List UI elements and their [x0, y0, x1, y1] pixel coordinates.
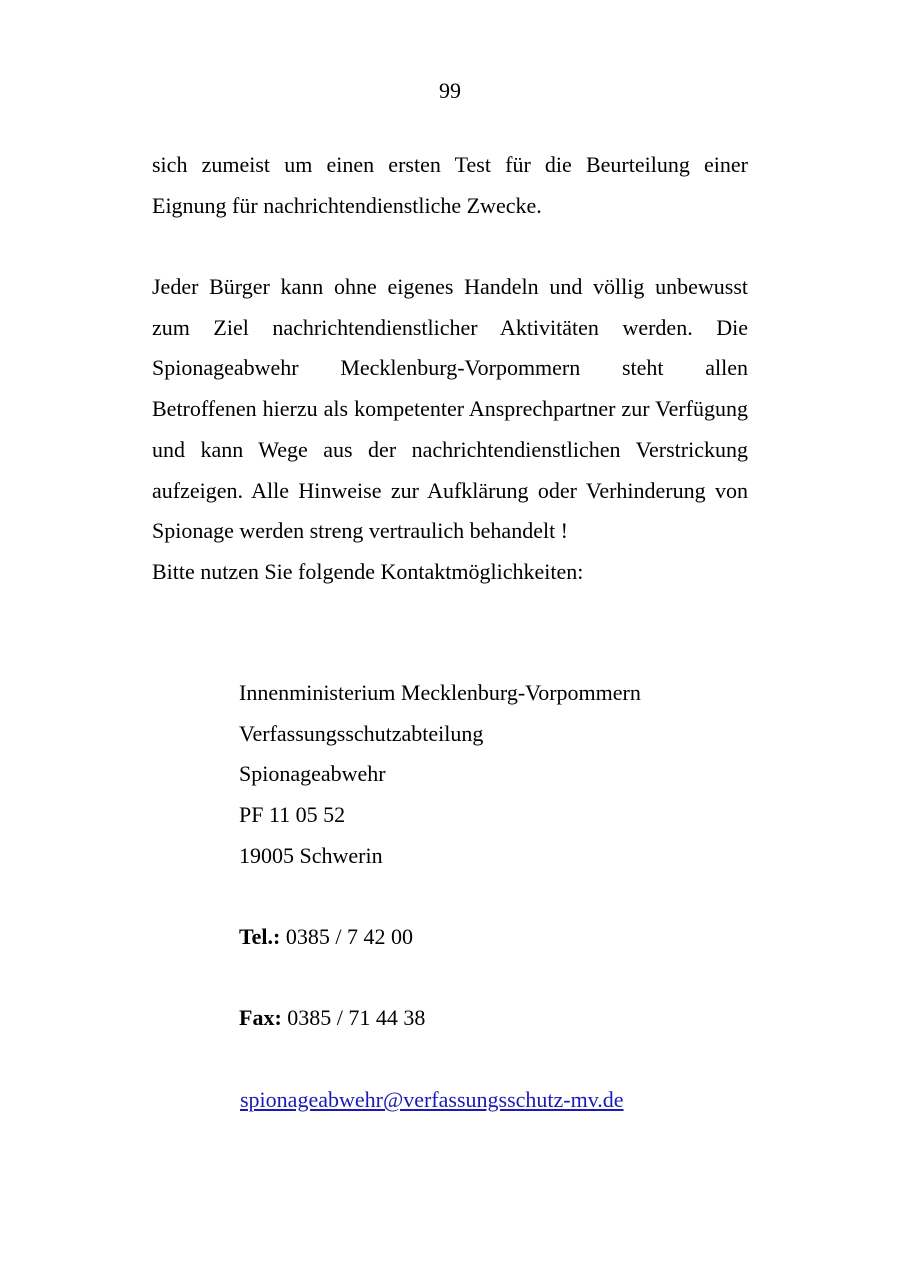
email: [240, 1080, 624, 1120]
fax-number: 0385 / 71 44 38: [281, 1005, 426, 1030]
telephone-label: Tel.:: [239, 924, 281, 949]
fax: [239, 998, 425, 1038]
address-line-unit: Spionageabwehr: [239, 761, 386, 787]
telephone: [239, 917, 413, 957]
postal-address: [239, 673, 759, 877]
paragraph-main: [152, 267, 748, 593]
paragraph-continuation: [152, 145, 748, 226]
email-link[interactable]: spionageabwehr@verfassungsschutz-mv.de: [240, 1087, 624, 1112]
telephone-number: 0385 / 7 42 00: [280, 924, 413, 949]
paragraph-text: sich zumeist um einen ersten Test für die Beurteilung einer Eignung für nachrichtendienstliche Zwecke.: [152, 152, 748, 218]
address-line-city: 19005 Schwerin: [239, 842, 383, 868]
address-line-ministry: Innenministerium Mecklenburg-Vorpommern: [239, 680, 641, 705]
paragraph-text: Jeder Bürger kann ohne eigenes Handeln und völlig unbewusst zum Ziel nachrichtendienstlicher Aktivitäten werden. Die Spionageabwehr Mecklenburg-Vorpommern steht allen Betroffenen hierzu als kompetenter Ansprechpartner zur Verfügung und kann Wege aus der nachrichtendienstlichen Verstrickung aufzeigen. Alle Hinweise zur Aufklärung oder Verhinderung von Spionage werden streng vertraulich behandelt !: [152, 274, 748, 544]
contact-intro: Bitte nutzen Sie folgende Kontaktmöglichkeiten:: [152, 558, 584, 584]
address-line-pobox: PF 11 05 52: [239, 802, 346, 828]
page-number: 99: [439, 78, 461, 103]
address-line-department: Verfassungsschutzabteilung: [239, 720, 484, 746]
fax-label: Fax:: [239, 1005, 282, 1030]
